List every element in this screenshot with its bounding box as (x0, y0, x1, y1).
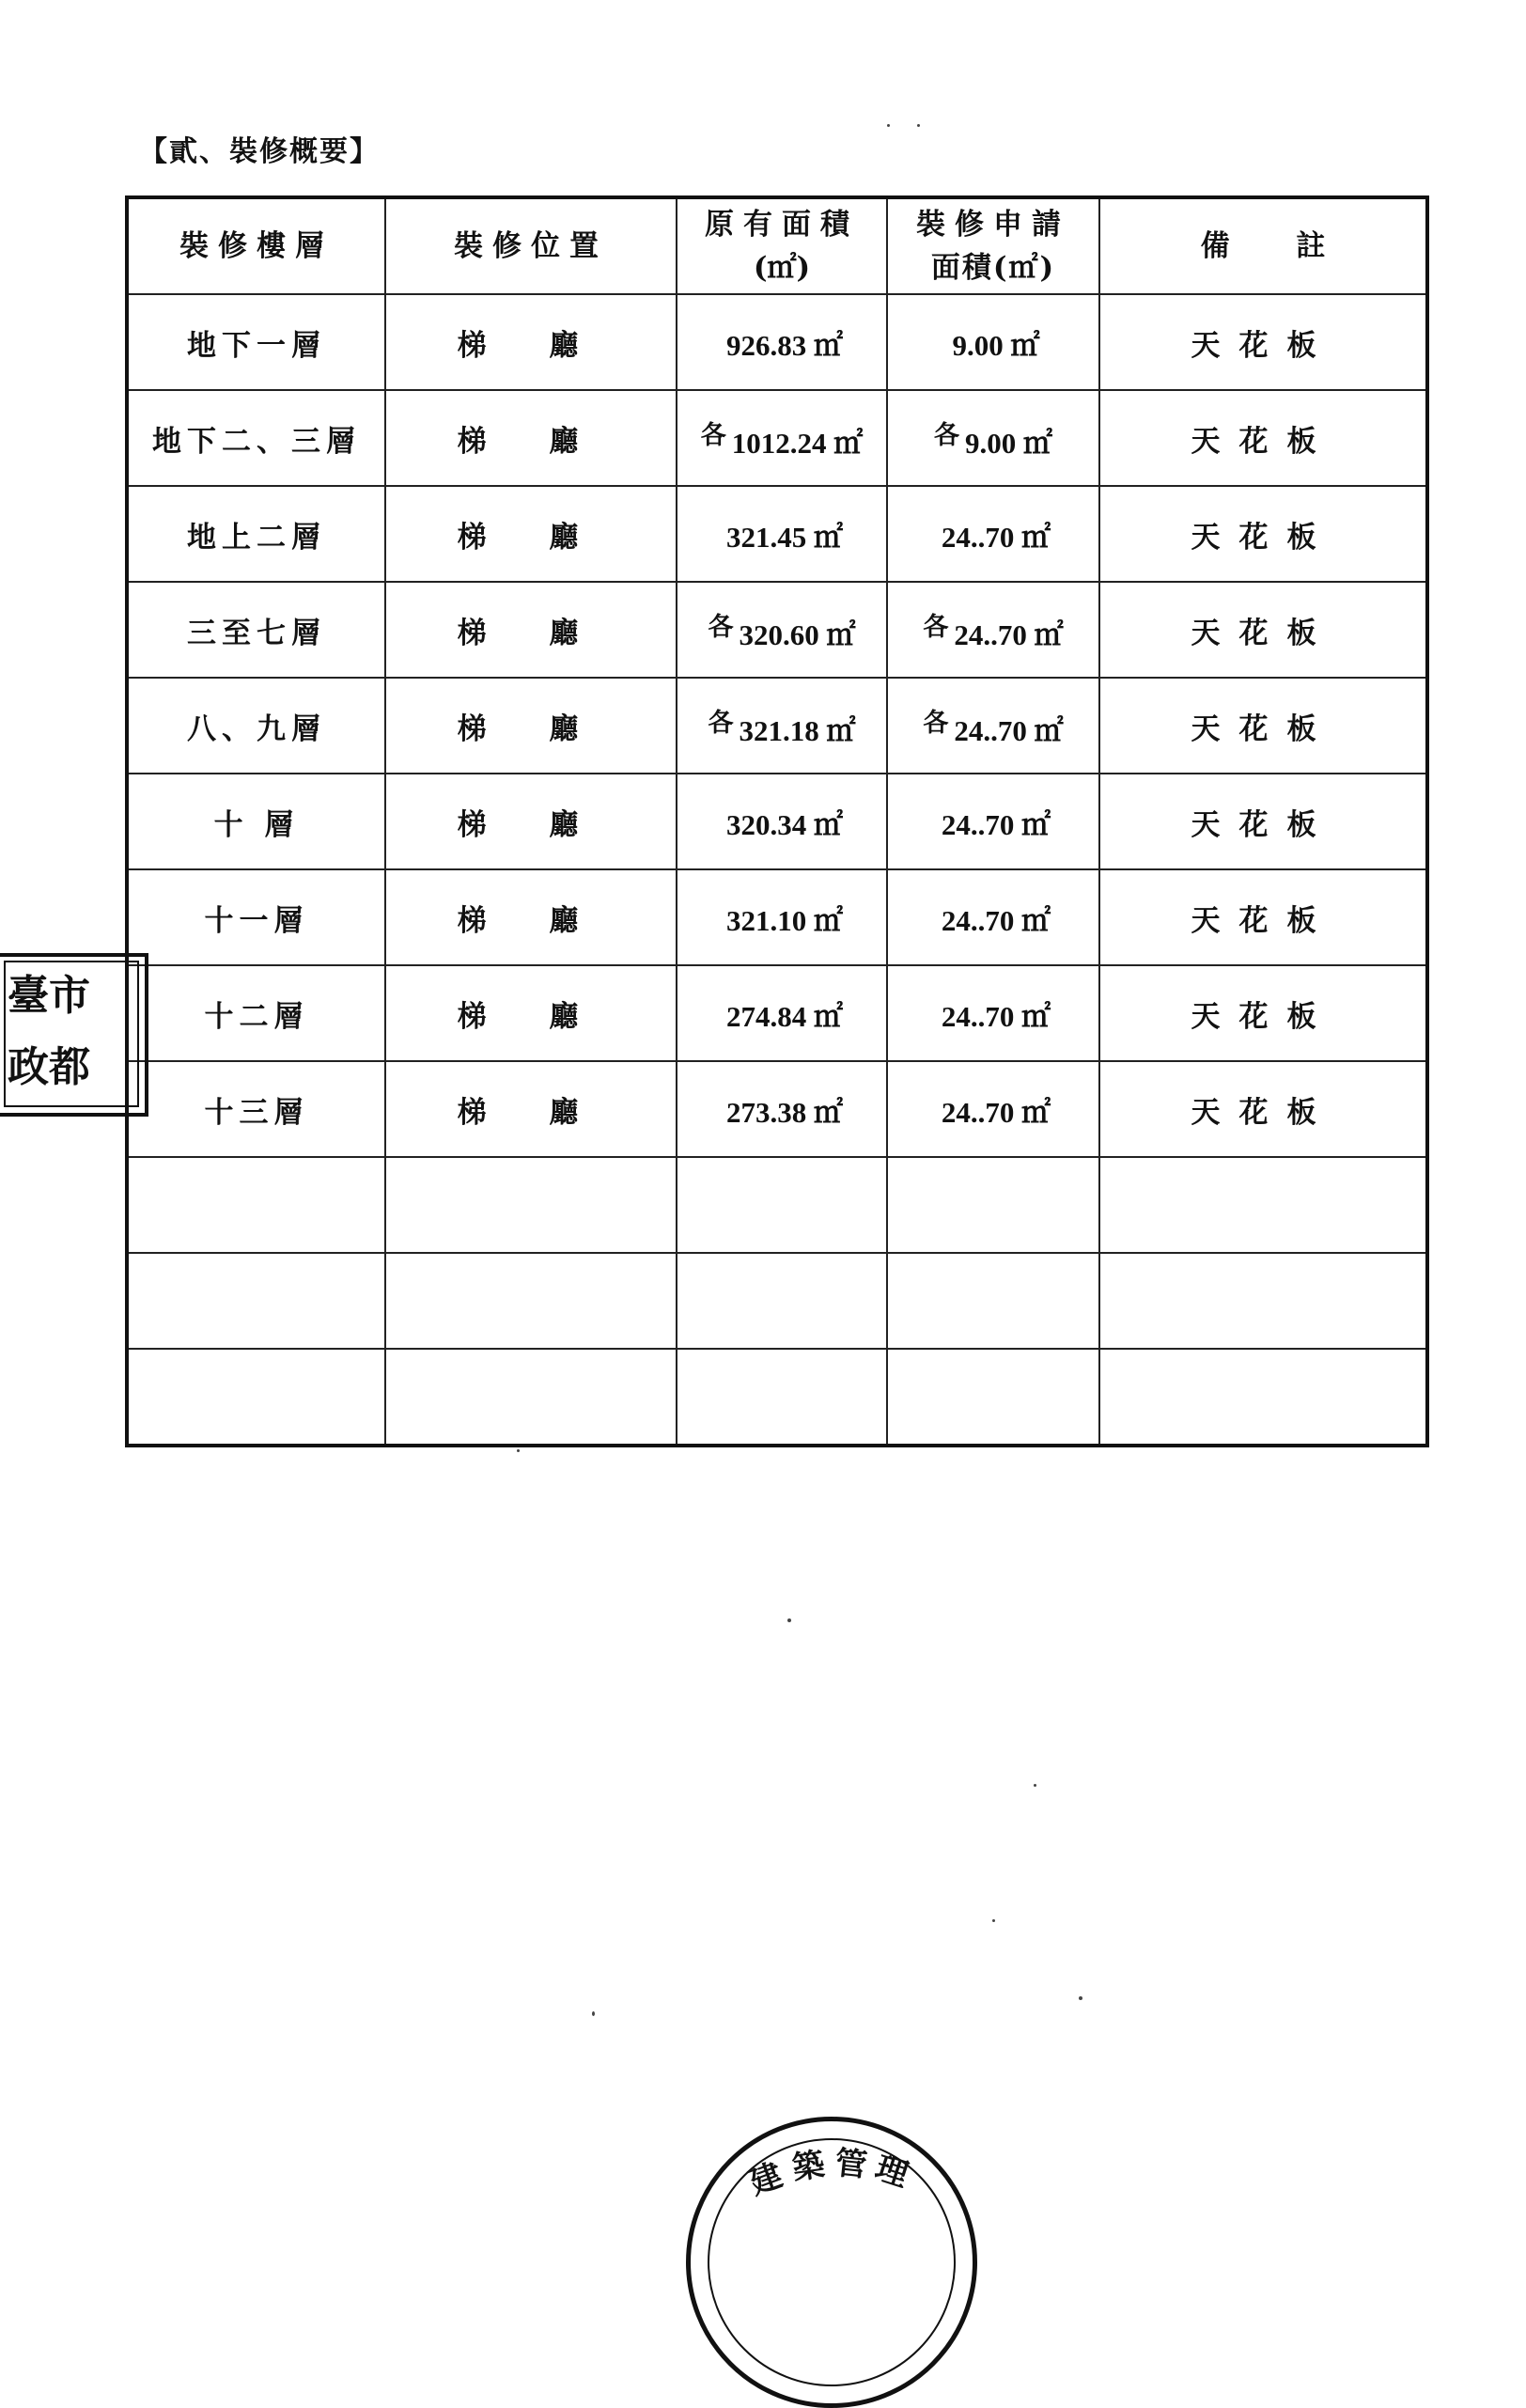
table-row (127, 486, 1427, 582)
apply-area-cell (887, 869, 1099, 965)
each-prefix: 各 (923, 613, 949, 642)
header-note: 備 註 (1099, 197, 1427, 294)
original-area-cell (677, 294, 887, 390)
original-area-value: 273.38 ㎡ (726, 1095, 843, 1129)
scan-speck (592, 2011, 595, 2016)
original-area-cell (677, 869, 887, 965)
apply-area-value: 24..70 ㎡ (941, 1095, 1051, 1129)
apply-area-cell (887, 965, 1099, 1061)
empty-table-row (127, 1157, 1427, 1253)
original-area-value: 321.45 ㎡ (726, 520, 843, 554)
seal-inner-ring (708, 2138, 956, 2386)
header-apply-area-line1: 裝修申請 (916, 208, 1070, 242)
floor-cell: 地上二層 (127, 486, 385, 582)
empty-cell (887, 1349, 1099, 1446)
position-cell: 梯 廳 (385, 869, 677, 965)
each-prefix: 各 (708, 709, 734, 738)
each-prefix: 各 (934, 421, 959, 450)
table-row (127, 582, 1427, 678)
apply-area-value: 9.00 ㎡ (952, 328, 1040, 362)
note-cell: 天花板 (1099, 1061, 1427, 1157)
position-cell: 梯 廳 (385, 965, 677, 1061)
note-cell: 天花板 (1099, 678, 1427, 774)
each-prefix: 各 (923, 709, 949, 738)
position-cell: 梯 廳 (385, 486, 677, 582)
floor-cell: 地下一層 (127, 294, 385, 390)
original-area-value: 1012.24 ㎡ (731, 427, 864, 460)
apply-area-value: 24..70 ㎡ (954, 714, 1064, 747)
empty-cell (887, 1157, 1099, 1253)
table-row (127, 678, 1427, 774)
header-apply-area (887, 197, 1099, 294)
position-cell: 梯 廳 (385, 1061, 677, 1157)
table-row (127, 294, 1427, 390)
each-prefix: 各 (700, 421, 726, 450)
original-area-cell (677, 965, 887, 1061)
scan-speck (787, 1618, 791, 1622)
scan-speck (517, 1449, 520, 1452)
empty-cell (385, 1157, 677, 1253)
empty-cell (887, 1253, 1099, 1349)
apply-area-cell (887, 294, 1099, 390)
table-row (127, 390, 1427, 486)
scan-speck (887, 124, 890, 127)
note-cell: 天花板 (1099, 582, 1427, 678)
original-area-value: 320.34 ㎡ (726, 807, 843, 841)
header-apply-area-line2: 面積(㎡) (930, 251, 1056, 285)
original-area-value: 321.18 ㎡ (739, 714, 856, 747)
original-area-value: 926.83 ㎡ (726, 328, 843, 362)
header-original-area-line2: (㎡) (753, 251, 811, 285)
empty-cell (127, 1157, 385, 1253)
original-area-value: 321.10 ㎡ (726, 903, 843, 937)
empty-cell (127, 1349, 385, 1446)
original-area-cell (677, 1061, 887, 1157)
table-row (127, 869, 1427, 965)
floor-cell: 十二層 (127, 965, 385, 1061)
original-area-cell (677, 582, 887, 678)
original-area-cell (677, 390, 887, 486)
empty-cell (385, 1349, 677, 1446)
table-row (127, 1061, 1427, 1157)
apply-area-cell (887, 1061, 1099, 1157)
note-cell: 天花板 (1099, 869, 1427, 965)
position-cell: 梯 廳 (385, 390, 677, 486)
scan-speck (1079, 1996, 1082, 2000)
header-floor: 裝修樓層 (127, 197, 385, 294)
official-seal-partial: 臺市 政都 (0, 953, 148, 1117)
apply-area-cell (887, 486, 1099, 582)
table-row (127, 965, 1427, 1061)
apply-area-cell (887, 774, 1099, 869)
section-heading: 【貳、裝修概要】 (139, 135, 380, 168)
note-cell: 天花板 (1099, 486, 1427, 582)
round-official-seal: 建 築 管 理 (686, 2117, 977, 2408)
scan-speck (992, 1919, 995, 1922)
empty-cell (1099, 1157, 1427, 1253)
original-area-value: 274.84 ㎡ (726, 999, 843, 1033)
empty-cell (127, 1253, 385, 1349)
note-cell: 天花板 (1099, 390, 1427, 486)
empty-cell (1099, 1253, 1427, 1349)
position-cell: 梯 廳 (385, 678, 677, 774)
header-position: 裝修位置 (385, 197, 677, 294)
empty-cell (1099, 1349, 1427, 1446)
scan-speck (917, 124, 920, 127)
position-cell: 梯 廳 (385, 294, 677, 390)
original-area-cell (677, 774, 887, 869)
apply-area-value: 24..70 ㎡ (941, 999, 1051, 1033)
note-cell: 天花板 (1099, 774, 1427, 869)
original-area-value: 320.60 ㎡ (739, 618, 856, 651)
table-body (127, 294, 1427, 1446)
empty-cell (677, 1157, 887, 1253)
table-header-row (127, 197, 1427, 294)
each-prefix: 各 (708, 613, 734, 642)
empty-table-row (127, 1349, 1427, 1446)
renovation-summary-table (125, 195, 1429, 1447)
floor-cell: 十 層 (127, 774, 385, 869)
empty-cell (677, 1349, 887, 1446)
empty-table-row (127, 1253, 1427, 1349)
floor-cell: 三至七層 (127, 582, 385, 678)
floor-cell: 八、九層 (127, 678, 385, 774)
floor-cell: 十一層 (127, 869, 385, 965)
floor-cell: 十三層 (127, 1061, 385, 1157)
apply-area-cell (887, 582, 1099, 678)
table-row (127, 774, 1427, 869)
apply-area-value: 24..70 ㎡ (941, 520, 1051, 554)
apply-area-value: 9.00 ㎡ (965, 427, 1052, 460)
apply-area-value: 24..70 ㎡ (954, 618, 1064, 651)
floor-cell: 地下二、三層 (127, 390, 385, 486)
apply-area-value: 24..70 ㎡ (941, 807, 1051, 841)
note-cell: 天花板 (1099, 294, 1427, 390)
apply-area-cell (887, 390, 1099, 486)
header-original-area (677, 197, 887, 294)
apply-area-value: 24..70 ㎡ (941, 903, 1051, 937)
original-area-cell (677, 486, 887, 582)
scan-speck (1034, 1784, 1036, 1787)
original-area-cell (677, 678, 887, 774)
apply-area-cell (887, 678, 1099, 774)
position-cell: 梯 廳 (385, 774, 677, 869)
empty-cell (385, 1253, 677, 1349)
empty-cell (677, 1253, 887, 1349)
note-cell: 天花板 (1099, 965, 1427, 1061)
header-original-area-line1: 原有面積 (705, 208, 859, 242)
position-cell: 梯 廳 (385, 582, 677, 678)
